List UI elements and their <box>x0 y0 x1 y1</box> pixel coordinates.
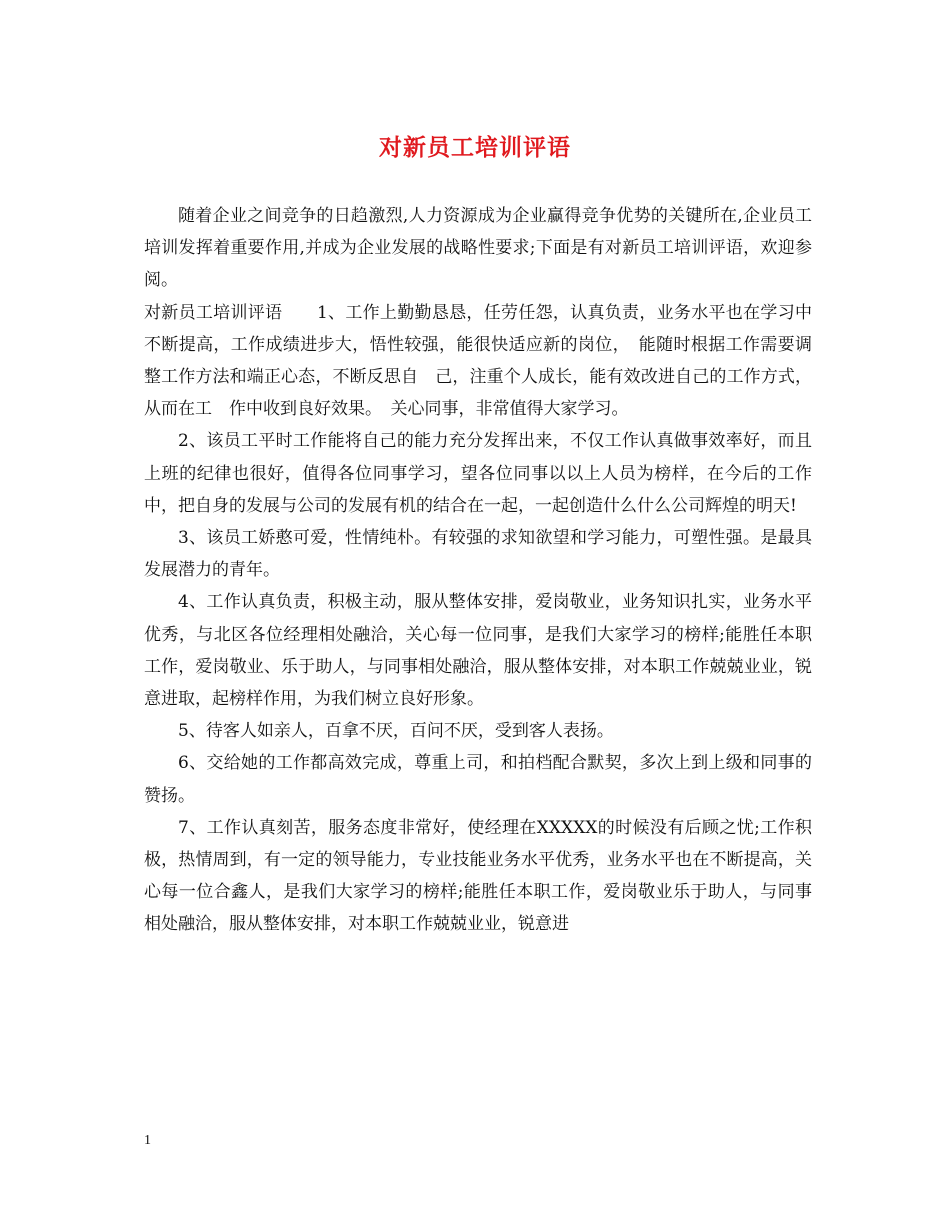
paragraph-5: 5、待客人如亲人，百拿不厌，百问不厌，受到客人表扬。 <box>178 721 614 742</box>
paragraph-3: 3、该员工娇憨可爱，性情纯朴。有较强的求知欲望和学习能力，可塑性强。是最具发展潜力的青年。 <box>144 528 812 581</box>
document-title: 对新员工培训评语 <box>379 134 571 161</box>
paragraph-2: 2、该员工平时工作能将自己的能力充分发挥出来，不仅工作认真做事效率好，而且上班的纪律也很好，值得各位同事学习，望各位同事以以上人员为榜样，在今后的工作中，把自身的发展与公司的发展有机的结合在一起，一起创造什么什么公司辉煌的明天! <box>144 431 812 516</box>
document-body <box>144 200 812 941</box>
paragraph-4: 4、工作认真负责，积极主动，服从整体安排，爱岗敬业，业务知识扎实，业务水平优秀，与北区各位经理相处融洽，关心每一位同事，是我们大家学习的榜样;能胜任本职工作，爱岗敬业、乐于助人，与同事相处融洽，服从整体安排，对本职工作兢兢业业，锐意进取，起榜样作用，为我们树立良好形象。 <box>144 592 812 710</box>
paragraph-intro: 随着企业之间竞争的日趋激烈,人力资源成为企业赢得竞争优势的关键所在,企业员工培训发挥着重要作用,并成为企业发展的战略性要求;下面是有对新员工培训评语，欢迎参阅。 <box>144 206 812 291</box>
paragraph-1: 对新员工培训评语 1、工作上勤勤恳恳，任劳任怨，认真负责，业务水平也在学习中不断提高，工作成绩进步大，悟性较强，能很快适应新的岗位， 能随时根据工作需要调整工作方法和端正心态，不断反思自 己，注重个人成长，能有效改进自己的工作方式，从而在工 作中收到良好效果。 关心同事，非常值得大家学习。 <box>144 302 812 420</box>
page-number: 1 <box>144 1133 151 1148</box>
paragraph-6: 6、交给她的工作都高效完成，尊重上司，和拍档配合默契，多次上到上级和同事的赞扬。 <box>144 753 812 806</box>
paragraph-7: 7、工作认真刻苦，服务态度非常好，使经理在XXXXX的时候没有后顾之忧;工作积极，热情周到，有一定的领导能力，专业技能业务水平优秀，业务水平也在不断提高，关心每一位合鑫人，是我们大家学习的榜样;能胜任本职工作，爱岗敬业乐于助人，与同事相处融洽，服从整体安排，对本职工作兢兢业业，锐意进 <box>144 817 812 935</box>
